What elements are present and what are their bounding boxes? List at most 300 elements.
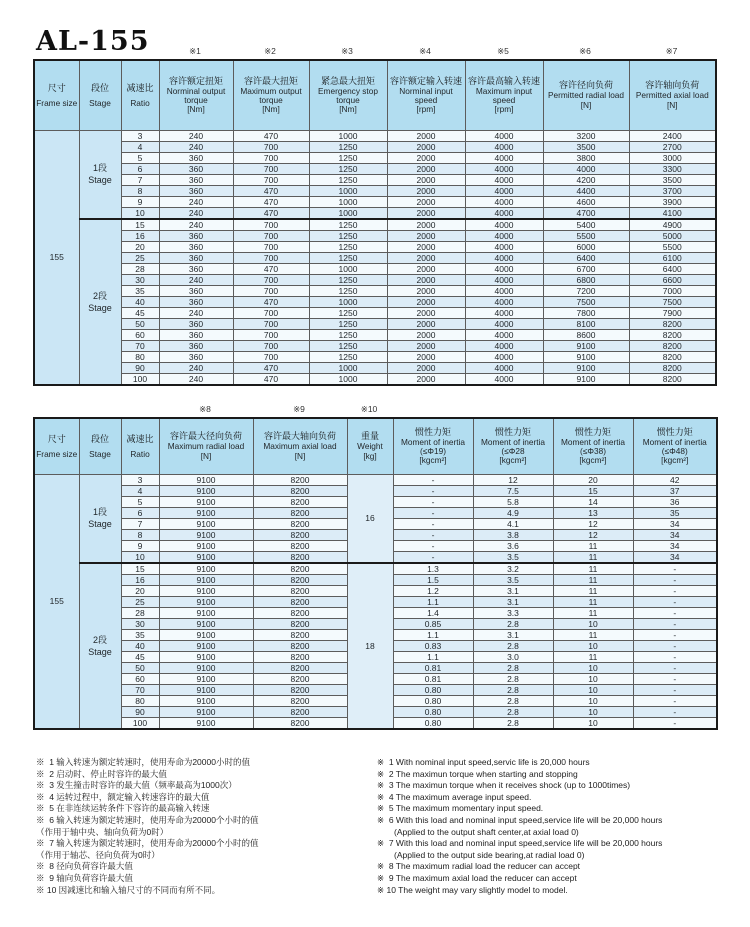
note-item: ※ 8 The maximum radial load the reducer can accept (377, 861, 581, 872)
table-row (34, 373, 716, 385)
value-cell: 240 (159, 196, 233, 207)
ratio-cell: 35 (121, 629, 159, 640)
ratio-cell: 6 (121, 163, 159, 174)
spec-table-load-inertia (33, 417, 718, 730)
ratio-cell: 30 (121, 274, 159, 285)
value-cell: 9100 (159, 662, 253, 673)
value-cell: 1250 (309, 152, 387, 163)
value-cell: 2000 (387, 219, 465, 231)
value-cell: 11 (553, 629, 633, 640)
value-cell: 4000 (465, 285, 543, 296)
value-cell: 9100 (159, 684, 253, 695)
value-cell: 3200 (543, 130, 629, 141)
value-cell: 8200 (253, 585, 347, 596)
ref-mark: ※3 (341, 46, 353, 56)
value-cell: 470 (233, 207, 309, 219)
value-cell: 470 (233, 362, 309, 373)
value-cell: 8200 (253, 551, 347, 563)
value-cell: 8100 (543, 318, 629, 329)
table1-ref-marks-row (33, 44, 715, 59)
value-cell: 11 (553, 563, 633, 575)
value-cell: 240 (159, 373, 233, 385)
value-cell: 4200 (543, 174, 629, 185)
table2-ref-marks-row (33, 402, 716, 417)
value-cell: 8200 (629, 362, 716, 373)
value-cell: 4000 (465, 362, 543, 373)
value-cell: 1000 (309, 130, 387, 141)
value-cell: - (393, 529, 473, 540)
note-item: ※ 5 The maximum momentary input speed. (377, 803, 544, 814)
value-cell: 360 (159, 174, 233, 185)
value-cell: 4.9 (473, 507, 553, 518)
table-row (34, 230, 716, 241)
value-cell: 7000 (629, 285, 716, 296)
value-cell: 11 (553, 551, 633, 563)
value-cell: 360 (159, 230, 233, 241)
ratio-cell: 100 (121, 373, 159, 385)
value-cell: 360 (159, 252, 233, 263)
value-cell: 8200 (253, 662, 347, 673)
value-cell: 4000 (465, 196, 543, 207)
value-cell: 10 (553, 695, 633, 706)
note-item: ※ 10 The weight may vary slightly model to model. (377, 884, 568, 895)
ratio-cell: 35 (121, 285, 159, 296)
value-cell: 3.0 (473, 651, 553, 662)
value-cell: 2.8 (473, 673, 553, 684)
header-cell: 惯性力矩 Moment of inertia (≤Φ19) [kgcm²] (393, 418, 473, 474)
value-cell: 4000 (465, 130, 543, 141)
value-cell: 9100 (159, 507, 253, 518)
table-row (34, 296, 716, 307)
value-cell: 2000 (387, 196, 465, 207)
value-cell: 34 (633, 551, 717, 563)
value-cell: 240 (159, 219, 233, 231)
value-cell: 0.80 (393, 695, 473, 706)
weight-cell: 16 (347, 474, 393, 563)
value-cell: 360 (159, 329, 233, 340)
ratio-cell: 28 (121, 607, 159, 618)
value-cell: 3500 (629, 174, 716, 185)
value-cell: 7500 (543, 296, 629, 307)
value-cell: 4000 (465, 296, 543, 307)
value-cell: 8200 (253, 684, 347, 695)
value-cell: - (633, 574, 717, 585)
stage-cell: 2段 Stage (79, 219, 121, 385)
ref-mark (472, 402, 552, 417)
ref-mark (392, 402, 472, 417)
table-row (34, 318, 716, 329)
value-cell: 360 (159, 185, 233, 196)
ref-mark: ※5 (497, 46, 509, 56)
value-cell: 9100 (159, 563, 253, 575)
value-cell: 8200 (253, 496, 347, 507)
value-cell: 8200 (629, 329, 716, 340)
note-item: ※ 6 With this load and nominal input speed,service life will be 20,000 hours (Applied to the output shaft center,at axial load 0) (377, 815, 741, 838)
value-cell: 4000 (465, 174, 543, 185)
value-cell: 4000 (465, 373, 543, 385)
table-row (34, 152, 716, 163)
ratio-cell: 50 (121, 662, 159, 673)
ratio-cell: 70 (121, 684, 159, 695)
value-cell: 2.8 (473, 706, 553, 717)
ref-mark (120, 402, 158, 417)
value-cell: 6400 (543, 252, 629, 263)
ratio-cell: 10 (121, 207, 159, 219)
value-cell: 360 (159, 296, 233, 307)
value-cell: 11 (553, 596, 633, 607)
value-cell: 1000 (309, 362, 387, 373)
note-item: ※ 7 输入转速为额定转速时，使用寿命为20000个小时的值 （作用于轴芯、径向负荷为0时） (36, 838, 372, 861)
ratio-cell: 20 (121, 241, 159, 252)
ratio-cell: 5 (121, 152, 159, 163)
note-item: ※ 9 轴向负荷容许最大值 (36, 872, 133, 883)
value-cell: 3800 (543, 152, 629, 163)
value-cell: 8600 (543, 329, 629, 340)
value-cell: 1.3 (393, 563, 473, 575)
value-cell: 360 (159, 241, 233, 252)
value-cell: 4000 (465, 340, 543, 351)
ratio-cell: 8 (121, 529, 159, 540)
header-cell: 减速比 Ratio (121, 418, 159, 474)
value-cell: - (633, 629, 717, 640)
value-cell: 3500 (543, 141, 629, 152)
value-cell: 700 (233, 174, 309, 185)
value-cell: 4000 (465, 274, 543, 285)
stage-cell: 1段 Stage (79, 130, 121, 219)
ratio-cell: 30 (121, 618, 159, 629)
value-cell: 9100 (159, 607, 253, 618)
value-cell: 1.1 (393, 629, 473, 640)
value-cell: 2000 (387, 329, 465, 340)
ratio-cell: 40 (121, 296, 159, 307)
header-cell: 容许最大径向负荷 Maximum radial load [N] (159, 418, 253, 474)
torque-speed-table-section (33, 44, 717, 386)
ref-mark: ※9 (293, 404, 305, 414)
value-cell: 4000 (465, 152, 543, 163)
value-cell: 700 (233, 340, 309, 351)
value-cell: 10 (553, 618, 633, 629)
table-row (34, 351, 716, 362)
value-cell: 240 (159, 141, 233, 152)
header-cell: 紧急最大扭矩 Emergency stop torque [Nm] (309, 60, 387, 130)
value-cell: 4000 (465, 185, 543, 196)
note-continuation: （作用于轴芯、径向负荷为0时） (36, 849, 160, 860)
value-cell: 1.4 (393, 607, 473, 618)
table-row (34, 196, 716, 207)
header-cell: 容许最大扭矩 Maximum output torque [Nm] (233, 60, 309, 130)
ratio-cell: 10 (121, 551, 159, 563)
value-cell: 1.1 (393, 651, 473, 662)
value-cell: 1250 (309, 351, 387, 362)
value-cell: 4000 (465, 329, 543, 340)
header-cell: 容许最大轴向负荷 Maximum axial load [N] (253, 418, 347, 474)
value-cell: 9100 (159, 585, 253, 596)
value-cell: 9100 (159, 551, 253, 563)
value-cell: 9100 (159, 695, 253, 706)
value-cell: 2000 (387, 174, 465, 185)
note-item: ※ 4 The maximum average input speed. (377, 791, 532, 802)
value-cell: - (633, 651, 717, 662)
value-cell: - (633, 596, 717, 607)
ratio-cell: 16 (121, 574, 159, 585)
value-cell: 42 (633, 474, 717, 485)
value-cell: 240 (159, 362, 233, 373)
value-cell: 2000 (387, 307, 465, 318)
value-cell: 2700 (629, 141, 716, 152)
header-cell: 容许轴向负荷 Permitted axial load [N] (629, 60, 716, 130)
value-cell: 8200 (253, 695, 347, 706)
value-cell: 2000 (387, 141, 465, 152)
frame-size-cell: 155 (34, 130, 79, 385)
header-cell: 惯性力矩 Moment of inertia (≤Φ28 [kgcm²] (473, 418, 553, 474)
value-cell: 700 (233, 274, 309, 285)
value-cell: 1.5 (393, 574, 473, 585)
value-cell: 1250 (309, 163, 387, 174)
value-cell: 8200 (253, 651, 347, 662)
value-cell: 9100 (543, 373, 629, 385)
value-cell: 6100 (629, 252, 716, 263)
value-cell: 5.8 (473, 496, 553, 507)
value-cell: 470 (233, 373, 309, 385)
ratio-cell: 20 (121, 585, 159, 596)
value-cell: 4000 (465, 252, 543, 263)
value-cell: 1000 (309, 296, 387, 307)
header-cell: 段位 Stage (79, 418, 121, 474)
value-cell: 7800 (543, 307, 629, 318)
ref-mark (552, 402, 632, 417)
value-cell: - (633, 695, 717, 706)
ratio-cell: 9 (121, 540, 159, 551)
value-cell: 11 (553, 574, 633, 585)
value-cell: 4.1 (473, 518, 553, 529)
value-cell: 9100 (159, 574, 253, 585)
value-cell: 8200 (253, 607, 347, 618)
value-cell: 8200 (253, 706, 347, 717)
value-cell: 3700 (629, 185, 716, 196)
ratio-cell: 3 (121, 474, 159, 485)
header-cell: 容许额定扭矩 Norminal output torque [Nm] (159, 60, 233, 130)
value-cell: 20 (553, 474, 633, 485)
value-cell: 4600 (543, 196, 629, 207)
value-cell: 3000 (629, 152, 716, 163)
stage-cell: 2段 Stage (79, 563, 121, 729)
value-cell: 700 (233, 230, 309, 241)
header-cell: 容许最高输入转速 Maximum input speed [rpm] (465, 60, 543, 130)
value-cell: 2000 (387, 362, 465, 373)
value-cell: 9100 (543, 340, 629, 351)
ratio-cell: 50 (121, 318, 159, 329)
load-weight-inertia-table-section (33, 402, 717, 730)
ratio-cell: 4 (121, 485, 159, 496)
value-cell: 7.5 (473, 485, 553, 496)
header-cell: 容许额定输入转速 Norminal input speed [rpm] (387, 60, 465, 130)
value-cell: 1250 (309, 141, 387, 152)
value-cell: 4000 (465, 207, 543, 219)
value-cell: - (633, 618, 717, 629)
value-cell: 4100 (629, 207, 716, 219)
ref-mark: ※7 (665, 46, 678, 56)
note-item: ※ 1 输入转速为额定转速时，使用寿命为20000小时的值 (36, 757, 250, 767)
header-cell: 减速比 Ratio (121, 60, 159, 130)
table-row (34, 207, 716, 219)
value-cell: - (633, 640, 717, 651)
value-cell: 8200 (253, 618, 347, 629)
ratio-cell: 16 (121, 230, 159, 241)
value-cell: 700 (233, 307, 309, 318)
value-cell: 3.8 (473, 529, 553, 540)
value-cell: 5500 (629, 241, 716, 252)
value-cell: 7900 (629, 307, 716, 318)
ref-mark: ※6 (579, 46, 591, 56)
table-row (34, 285, 716, 296)
value-cell: 2000 (387, 230, 465, 241)
value-cell: 3.1 (473, 585, 553, 596)
value-cell: 470 (233, 296, 309, 307)
table-row (34, 362, 716, 373)
value-cell: 700 (233, 219, 309, 231)
ratio-cell: 45 (121, 651, 159, 662)
value-cell: 6700 (543, 263, 629, 274)
footnotes-english (377, 757, 741, 896)
value-cell: 4900 (629, 219, 716, 231)
header-cell: 惯性力矩 Moment of inertia (≤Φ38) [kgcm²] (553, 418, 633, 474)
value-cell: 2000 (387, 285, 465, 296)
note-item: ※ 1 With nominal input speed,servic life is 20,000 hours (377, 757, 590, 767)
value-cell: 2.8 (473, 695, 553, 706)
note-item: ※ 6 输入转速为额定转速时，使用寿命为20000个小时的值 （作用于轴中央、轴向负荷为0时） (36, 815, 372, 838)
header-cell: 尺寸 Frame size (34, 60, 79, 130)
table-row (34, 563, 717, 575)
value-cell: 8200 (253, 640, 347, 651)
note-item: ※ 5 在非连续运转条件下容许的最高输入转速 (36, 803, 210, 814)
ratio-cell: 15 (121, 219, 159, 231)
value-cell: 700 (233, 318, 309, 329)
note-item: ※ 9 The maximum axial load the reducer can accept (377, 872, 577, 883)
value-cell: 4000 (543, 163, 629, 174)
value-cell: 0.80 (393, 684, 473, 695)
value-cell: 470 (233, 263, 309, 274)
value-cell: 360 (159, 351, 233, 362)
value-cell: 2000 (387, 185, 465, 196)
value-cell: 8200 (253, 507, 347, 518)
note-continuation: （作用于轴中央、轴向负荷为0时） (36, 826, 169, 837)
value-cell: 2000 (387, 130, 465, 141)
ratio-cell: 70 (121, 340, 159, 351)
value-cell: 11 (553, 585, 633, 596)
value-cell: 2400 (629, 130, 716, 141)
value-cell: - (633, 662, 717, 673)
value-cell: 8200 (253, 540, 347, 551)
value-cell: 6000 (543, 241, 629, 252)
value-cell: 10 (553, 717, 633, 729)
value-cell: 700 (233, 152, 309, 163)
value-cell: 8200 (629, 351, 716, 362)
value-cell: 5500 (543, 230, 629, 241)
ratio-cell: 8 (121, 185, 159, 196)
note-item: ※ 4 运转过程中，额定输入转速容许的最大值 (36, 791, 210, 802)
value-cell: 1.2 (393, 585, 473, 596)
value-cell: 8200 (253, 529, 347, 540)
ratio-cell: 40 (121, 640, 159, 651)
ratio-cell: 7 (121, 174, 159, 185)
table-row (34, 263, 716, 274)
table-row (34, 219, 716, 231)
value-cell: 2.8 (473, 618, 553, 629)
header-cell: 段位 Stage (79, 60, 121, 130)
ratio-cell: 6 (121, 507, 159, 518)
value-cell: 0.81 (393, 673, 473, 684)
value-cell: 700 (233, 141, 309, 152)
value-cell: 360 (159, 152, 233, 163)
table-row (34, 241, 716, 252)
table-row (34, 141, 716, 152)
value-cell: 1000 (309, 207, 387, 219)
value-cell: 1250 (309, 329, 387, 340)
page-title: AL-155 (36, 26, 150, 57)
value-cell: 7500 (629, 296, 716, 307)
ratio-cell: 100 (121, 717, 159, 729)
value-cell: 3.2 (473, 563, 553, 575)
value-cell: 8200 (629, 373, 716, 385)
ratio-cell: 3 (121, 130, 159, 141)
weight-cell: 18 (347, 563, 393, 729)
ratio-cell: 25 (121, 596, 159, 607)
value-cell: 360 (159, 318, 233, 329)
value-cell: - (393, 507, 473, 518)
value-cell: 9100 (159, 474, 253, 485)
value-cell: 34 (633, 529, 717, 540)
ratio-cell: 28 (121, 263, 159, 274)
value-cell: - (633, 673, 717, 684)
value-cell: 9100 (159, 540, 253, 551)
ref-mark (120, 44, 158, 59)
value-cell: 11 (553, 540, 633, 551)
note-continuation: (Applied to the output shaft center,at axial load 0) (394, 826, 579, 837)
value-cell: 0.83 (393, 640, 473, 651)
value-cell: 10 (553, 640, 633, 651)
value-cell: 470 (233, 130, 309, 141)
value-cell: 36 (633, 496, 717, 507)
ref-mark (78, 44, 120, 59)
value-cell: - (633, 585, 717, 596)
value-cell: 1250 (309, 219, 387, 231)
value-cell: 4000 (465, 219, 543, 231)
value-cell: 240 (159, 274, 233, 285)
ref-mark (33, 402, 78, 417)
ratio-cell: 80 (121, 695, 159, 706)
value-cell: 4000 (465, 241, 543, 252)
table-row (34, 274, 716, 285)
value-cell: 1250 (309, 340, 387, 351)
value-cell: 700 (233, 285, 309, 296)
value-cell: 2000 (387, 241, 465, 252)
value-cell: 10 (553, 706, 633, 717)
value-cell: 9100 (159, 596, 253, 607)
value-cell: 8200 (253, 673, 347, 684)
value-cell: - (393, 518, 473, 529)
value-cell: 2000 (387, 252, 465, 263)
table-row (34, 474, 717, 485)
value-cell: 6400 (629, 263, 716, 274)
value-cell: 470 (233, 196, 309, 207)
table-row (34, 174, 716, 185)
value-cell: 2000 (387, 152, 465, 163)
frame-size-cell: 155 (34, 474, 79, 729)
value-cell: 9100 (159, 706, 253, 717)
note-item: ※ 2 The maximun torque when starting and stopping (377, 768, 578, 779)
ref-mark (78, 402, 120, 417)
ratio-cell: 60 (121, 673, 159, 684)
